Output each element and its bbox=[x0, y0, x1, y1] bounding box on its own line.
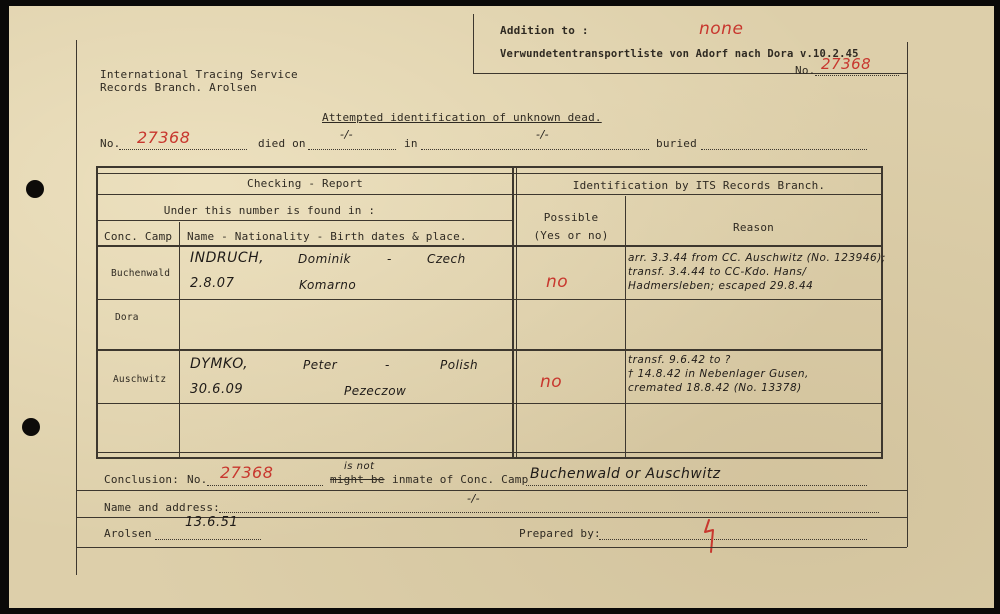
row1-reason-3: Hadmersleben; escaped 29.8.44 bbox=[628, 280, 814, 292]
index-card bbox=[9, 6, 994, 608]
died-on-label: died on bbox=[258, 137, 306, 150]
in-value: -/- bbox=[536, 128, 550, 141]
conclusion-no-label: No. bbox=[187, 473, 208, 486]
row3-birth-date: 30.6.09 bbox=[190, 382, 244, 397]
row3-reason-3: cremated 18.8.42 (No. 13378) bbox=[628, 382, 802, 394]
org-line-2: Records Branch. Arolsen bbox=[100, 81, 257, 94]
died-on-line bbox=[308, 149, 396, 150]
date-line bbox=[155, 539, 261, 540]
conclusion-is-not: is not bbox=[344, 461, 375, 472]
arolsen-label: Arolsen bbox=[104, 527, 152, 540]
row3-birth-place: Pezeczow bbox=[344, 384, 407, 398]
identification-header: Identification by ITS Records Branch. bbox=[572, 179, 826, 192]
row-line-2 bbox=[97, 349, 882, 351]
conclusion-label: Conclusion: bbox=[104, 473, 180, 486]
in-label: in bbox=[404, 137, 418, 150]
header-no-line bbox=[815, 75, 899, 76]
col-possible-header: Possible bbox=[543, 211, 599, 224]
died-on-value: -/- bbox=[340, 128, 354, 141]
header-no-label: No. bbox=[795, 64, 816, 77]
col-name-header: Name - Nationality - Birth dates & place. bbox=[187, 230, 467, 243]
table-divider-main bbox=[512, 166, 514, 458]
checking-report-header: Checking - Report bbox=[247, 177, 363, 190]
row-line-1 bbox=[97, 299, 882, 300]
punch-hole bbox=[22, 418, 40, 436]
table-bottom bbox=[96, 457, 883, 459]
row1-birth-place: Komarno bbox=[299, 278, 357, 292]
transport-list-title: Verwundetentransportliste von Adorf nach Dora v.10.2.45 bbox=[500, 48, 859, 60]
conclusion-no-value: 27368 bbox=[220, 463, 274, 482]
record-no-label: No. bbox=[100, 137, 121, 150]
table-top bbox=[96, 166, 883, 168]
camp-buchenwald: Buchenwald bbox=[111, 268, 171, 279]
table-divider-camp bbox=[179, 222, 180, 458]
right-margin-line bbox=[907, 42, 908, 547]
record-no-line bbox=[119, 149, 247, 150]
punch-hole bbox=[26, 180, 44, 198]
table-header-line-2 bbox=[97, 220, 513, 221]
table-top-inner bbox=[97, 173, 882, 174]
name-address-label: Name and address: bbox=[104, 501, 220, 514]
camp-dora: Dora bbox=[115, 312, 139, 323]
prepared-by-signature bbox=[703, 514, 723, 554]
footer-separator bbox=[76, 547, 907, 548]
row1-first-name: Dominik bbox=[298, 252, 351, 266]
conclusion-camp-value: Buchenwald or Auschwitz bbox=[530, 466, 721, 482]
buried-label: buried bbox=[656, 137, 697, 150]
row1-nationality: Czech bbox=[427, 252, 466, 266]
header-no-value: 27368 bbox=[821, 55, 872, 73]
camp-auschwitz: Auschwitz bbox=[113, 374, 167, 385]
row1-dash: - bbox=[387, 252, 392, 266]
table-right bbox=[881, 166, 883, 458]
prepared-by-label: Prepared by: bbox=[519, 527, 601, 540]
conclusion-inmate-text: inmate of Conc. Camp bbox=[392, 473, 529, 486]
row1-surname: INDRUCH, bbox=[190, 250, 265, 266]
col-camp-header: Conc. Camp bbox=[104, 230, 173, 243]
name-address-value: -/- bbox=[467, 492, 481, 505]
row1-reason-1: arr. 3.3.44 from CC. Auschwitz (No. 123946); bbox=[628, 252, 886, 264]
addition-label: Addition to : bbox=[500, 24, 589, 37]
row-line-3 bbox=[97, 403, 882, 404]
conclusion-no-line bbox=[207, 485, 323, 486]
buried-line bbox=[701, 149, 867, 150]
table-bottom-inner bbox=[97, 452, 882, 453]
org-line-1: International Tracing Service bbox=[100, 68, 298, 81]
table-divider-reason bbox=[625, 196, 626, 458]
row3-dash: - bbox=[385, 358, 390, 372]
row1-birth-date: 2.8.07 bbox=[190, 276, 235, 291]
conclusion-separator bbox=[76, 490, 907, 491]
row3-reason-1: transf. 9.6.42 to ? bbox=[628, 354, 731, 366]
footer-date: 13.6.51 bbox=[185, 515, 239, 530]
row3-nationality: Polish bbox=[440, 358, 479, 372]
name-address-line bbox=[219, 512, 879, 513]
record-no-value: 27368 bbox=[137, 128, 191, 147]
header-box-bottom bbox=[473, 73, 907, 74]
row1-reason-2: transf. 3.4.44 to CC-Kdo. Hans/ bbox=[628, 266, 807, 278]
row3-surname: DYMKO, bbox=[190, 356, 249, 372]
col-reason-header: Reason bbox=[733, 221, 774, 234]
in-line bbox=[421, 149, 649, 150]
table-divider-main-2 bbox=[516, 166, 517, 458]
conclusion-camp-line bbox=[526, 485, 867, 486]
row3-possible: no bbox=[540, 372, 563, 392]
card-title: Attempted identification of unknown dead. bbox=[322, 111, 602, 124]
row3-first-name: Peter bbox=[303, 358, 338, 372]
left-margin-line bbox=[76, 40, 77, 575]
table-header-line-3 bbox=[97, 245, 882, 247]
header-box-left bbox=[473, 14, 474, 74]
row3-reason-2: † 14.8.42 in Nebenlager Gusen, bbox=[628, 368, 809, 380]
conclusion-might-be: might be bbox=[330, 473, 385, 486]
under-number-header: Under this number is found in : bbox=[163, 204, 376, 217]
addition-value: none bbox=[699, 19, 744, 39]
row1-possible: no bbox=[546, 272, 569, 292]
col-possible-sub: (Yes or no) bbox=[533, 229, 609, 242]
prepared-by-line bbox=[599, 539, 867, 540]
table-header-line-1 bbox=[97, 194, 882, 195]
